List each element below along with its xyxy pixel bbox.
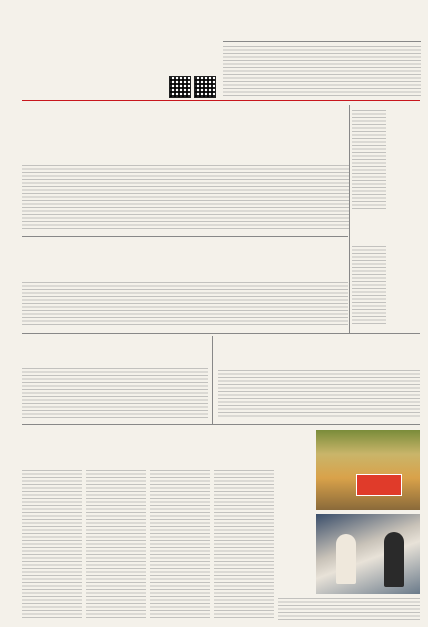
- right-body: [218, 370, 420, 418]
- gov-body: [22, 368, 208, 418]
- qr-code-icon: [169, 76, 191, 98]
- project-body: [22, 282, 348, 327]
- vertical-story-body-top: [352, 110, 386, 210]
- vertical-story: [352, 106, 422, 331]
- divider: [22, 333, 420, 334]
- feature-body-col1: [22, 470, 82, 620]
- photo-caption: [278, 598, 420, 620]
- divider: [223, 41, 421, 42]
- lead-body: [22, 165, 350, 230]
- masthead-divider: [22, 100, 420, 101]
- divider: [212, 336, 213, 424]
- vertical-story-body-bottom: [352, 246, 386, 326]
- divider: [349, 105, 350, 333]
- photo-person: [384, 532, 404, 587]
- feature-body-col4: [214, 470, 274, 620]
- divider: [22, 424, 420, 425]
- feature-body-col2: [86, 470, 146, 620]
- feature-photo-bottom: [316, 514, 420, 594]
- photo-person: [336, 534, 356, 584]
- feature-photo-top: [316, 430, 420, 510]
- top-story-body: [223, 46, 421, 96]
- photo-sign: [356, 474, 402, 496]
- feature-body-col3: [150, 470, 210, 620]
- qr-code-icon: [194, 76, 216, 98]
- divider: [22, 236, 348, 237]
